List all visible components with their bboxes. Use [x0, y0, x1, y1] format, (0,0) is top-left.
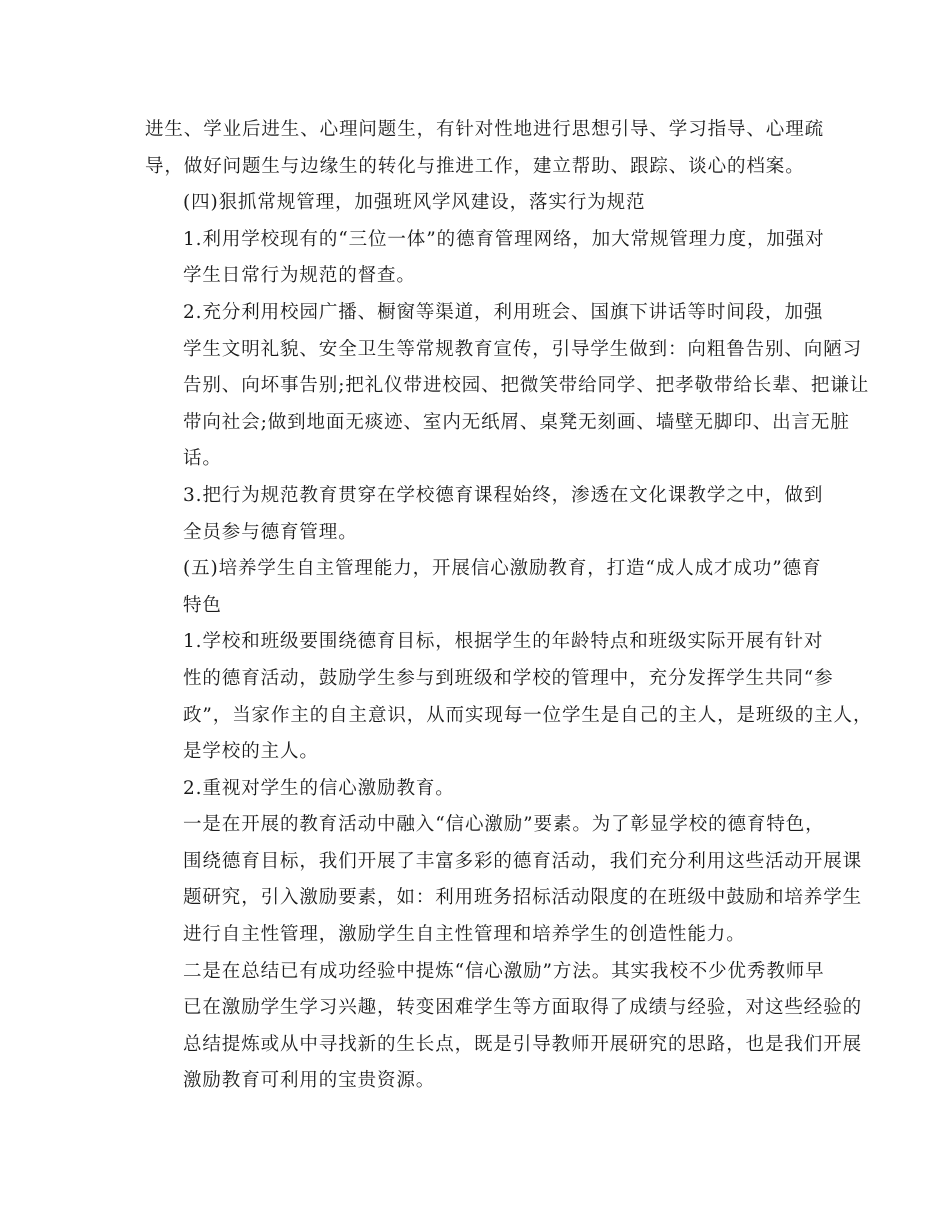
text-line: 全员参与德育管理。	[183, 521, 358, 543]
text-line: 一是在开展的教育活动中融入“信心激励”要素。为了彰显学校的德育特色，	[183, 814, 825, 836]
text-line: 总结提炼或从中寻找新的生长点，既是引导教师开展研究的思路，也是我们开展	[183, 1033, 863, 1055]
text-line: 激励教育可利用的宝贵资源。	[183, 1070, 436, 1092]
text-line: 导，做好问题生与边缘生的转化与推进工作，建立帮助、跟踪、谈心的档案。	[145, 155, 805, 177]
text-line: 2.重视对学生的信心激励教育。	[183, 777, 455, 799]
paragraph	[145, 222, 825, 295]
paragraph	[145, 624, 873, 770]
text-line: 政”，当家作主的自主意识，从而实现每一位学生是自己的主人，是班级的主人，	[183, 704, 873, 726]
document-body	[145, 112, 873, 1100]
text-line: 3.把行为规范教育贯穿在学校德育课程始终，渗透在文化课教学之中，做到	[183, 484, 824, 506]
text-line: 话。	[183, 448, 222, 470]
text-line: 进生、学业后进生、心理问题生，有针对性地进行思想引导、学习指导、心理疏	[145, 119, 825, 140]
text-line: 1.利用学校现有的“三位一体”的德育管理网络，加大常规管理力度，加强对	[183, 228, 825, 250]
text-line: 围绕德育目标，我们开展了丰富多彩的德育活动，我们充分利用这些活动开展课	[183, 850, 863, 872]
section-heading	[145, 551, 822, 624]
paragraph	[145, 295, 870, 478]
text-line: 已在激励学生学习兴趣，转变困难学生等方面取得了成绩与经验，对这些经验的	[183, 997, 863, 1019]
text-line: 特色	[183, 594, 222, 616]
paragraph	[145, 771, 810, 808]
text-line: 学生日常行为规范的督查。	[183, 265, 416, 287]
paragraph	[145, 954, 863, 1100]
paragraph	[145, 478, 824, 551]
paragraph	[145, 112, 825, 185]
paragraph	[145, 807, 863, 953]
text-line: (四)狠抓常规管理，加强班风学风建设，落实行为规范	[183, 192, 646, 214]
text-line: 二是在总结已有成功经验中提炼“信心激励”方法。其实我校不少优秀教师早	[183, 960, 825, 982]
text-line: 是学校的主人。	[183, 741, 319, 763]
text-line: 学生文明礼貌、安全卫生等常规教育宣传，引导学生做到：向粗鲁告别、向陋习	[183, 338, 863, 360]
text-line: 带向社会;做到地面无痰迹、室内无纸屑、桌凳无刻画、墙壁无脚印、出言无脏	[183, 411, 850, 433]
section-heading	[145, 185, 810, 222]
text-line: 题研究，引入激励要素，如：利用班务招标活动限度的在班级中鼓励和培养学生	[183, 887, 863, 909]
text-line: 1.学校和班级要围绕德育目标，根据学生的年龄特点和班级实际开展有针对	[183, 631, 824, 653]
text-line: 进行自主性管理，激励学生自主性管理和培养学生的创造性能力。	[183, 924, 746, 946]
text-line: (五)培养学生自主管理能力，开展信心激励教育，打造“成人成才成功”德育	[183, 558, 822, 580]
text-line: 2.充分利用校园广播、橱窗等渠道，利用班会、国旗下讲话等时间段，加强	[183, 301, 824, 323]
text-line: 告别、向坏事告别;把礼仪带进校园、把微笑带给同学、把孝敬带给长辈、把谦让	[183, 375, 870, 397]
text-line: 性的德育活动，鼓励学生参与到班级和学校的管理中，充分发挥学生共同“参	[183, 667, 834, 689]
